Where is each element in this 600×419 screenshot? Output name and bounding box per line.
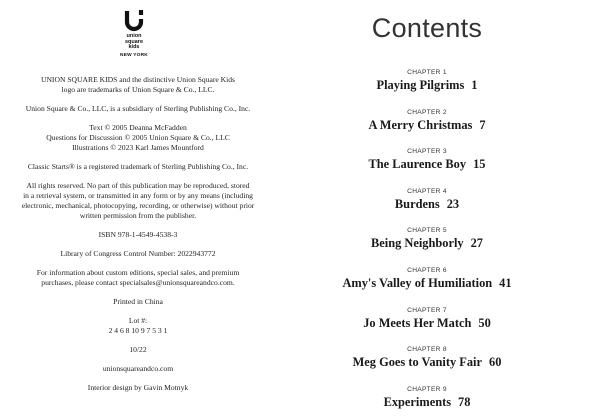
toc-entry	[302, 147, 552, 187]
loc-number: Library of Congress Control Number: 2022943772	[60, 249, 216, 258]
chapter-title: Jo Meets Her Match	[363, 315, 472, 330]
chapter-page-number: 23	[446, 196, 460, 211]
chapter-page-number: 7	[479, 117, 486, 132]
chapter-title: Playing Pilgrims	[376, 78, 465, 92]
chapter-page-number: 1	[471, 78, 478, 92]
trademark-notice: UNION SQUARE KIDS and the distinctive Union Square Kids logo are trademarks of Union Square & Co., LLC.	[40, 75, 236, 94]
chapter-number: CHAPTER 6	[407, 266, 447, 274]
chapter-title-line	[302, 394, 552, 410]
chapter-number: CHAPTER 4	[407, 187, 447, 195]
toc-entry	[302, 266, 552, 306]
chapter-title: A Merry Christmas	[368, 117, 473, 132]
chapter-page-number: 50	[478, 315, 491, 330]
isbn: ISBN 978-1-4549-4538-3	[98, 230, 178, 239]
chapter-page-number: 15	[473, 157, 486, 172]
contents-page	[302, 0, 600, 419]
logo-wordmark	[114, 34, 154, 51]
chapter-title-line	[302, 315, 552, 331]
website: unionsquareandco.com	[102, 364, 174, 373]
chapter-number: CHAPTER 3	[407, 148, 447, 156]
interior-design-credit: Interior design by Gavin Motnyk	[87, 383, 189, 392]
toc-entry	[302, 306, 552, 346]
logo-city: NEW YORK	[120, 52, 148, 58]
rights-notice: All rights reserved. No part of this publication may be reproduced, stored in a retrieval system, or transmitted in any form or by any means (including electronic, mechanical, photocopying, recording, or otherwise) without prior written permission from the publisher.	[21, 181, 255, 220]
chapter-title-line	[302, 275, 552, 291]
toc-entry	[302, 385, 552, 419]
toc-entry	[302, 68, 552, 108]
copyright-text	[6, 75, 270, 402]
chapter-title: Being Neighborly	[371, 236, 464, 251]
toc-entry	[302, 345, 552, 385]
chapter-title-line	[302, 77, 552, 93]
chapter-title: Amy's Valley of Humiliation	[342, 275, 493, 290]
logo-word-kids: kids	[128, 44, 140, 51]
chapter-title-line	[302, 235, 552, 251]
chapter-number: CHAPTER 7	[407, 306, 447, 314]
chapter-title: Burdens	[394, 196, 440, 211]
chapter-title-line	[302, 354, 552, 370]
chapter-number: CHAPTER 5	[407, 227, 447, 235]
chapter-page-number: 41	[499, 275, 512, 290]
chapter-number: CHAPTER 8	[407, 346, 447, 354]
logo-word-union: union	[126, 33, 142, 39]
logo-word-square: square	[124, 38, 144, 45]
chapter-title: Meg Goes to Vanity Fair	[352, 355, 482, 370]
chapter-title-line	[302, 156, 552, 172]
copyright-page	[0, 0, 298, 419]
chapter-page-number: 78	[458, 394, 471, 409]
toc-entry	[302, 226, 552, 266]
toc-entry	[302, 187, 552, 227]
chapter-number: CHAPTER 9	[407, 385, 447, 393]
chapter-title: The Laurence Boy	[368, 157, 467, 172]
special-sales-info: For information about custom editions, special sales, and premium purchases, please contact specialsales@unionsquareandco.com.	[36, 268, 240, 287]
publisher-logo	[114, 8, 154, 59]
chapter-title-line	[302, 196, 552, 212]
chapter-title-line	[302, 117, 552, 133]
printed-in: Printed in China	[113, 297, 163, 306]
table-of-contents	[302, 68, 552, 419]
chapter-number: CHAPTER 2	[407, 108, 447, 116]
chapter-page-number: 27	[470, 236, 483, 251]
union-square-kids-logo-icon	[123, 8, 145, 32]
chapter-page-number: 60	[489, 355, 502, 370]
chapter-number: CHAPTER 1	[407, 69, 447, 76]
date-code: 10/22	[129, 345, 147, 354]
contents-title: Contents	[371, 13, 483, 43]
toc-entry	[302, 108, 552, 148]
lot-number: Lot #: 2 4 6 8 10 9 7 5 3 1	[108, 316, 168, 335]
credits: Text © 2005 Deanna McFadden Questions for Discussion © 2005 Union Square & Co., LLC Illustrations © 2023 Karl James Mountford	[46, 123, 230, 152]
chapter-title: Experiments	[383, 394, 452, 409]
classic-starts-notice: Classic Starts® is a registered trademark of Sterling Publishing Co., Inc.	[27, 162, 249, 171]
subsidiary-notice: Union Square & Co., LLC, is a subsidiary of Sterling Publishing Co., Inc.	[25, 104, 251, 113]
